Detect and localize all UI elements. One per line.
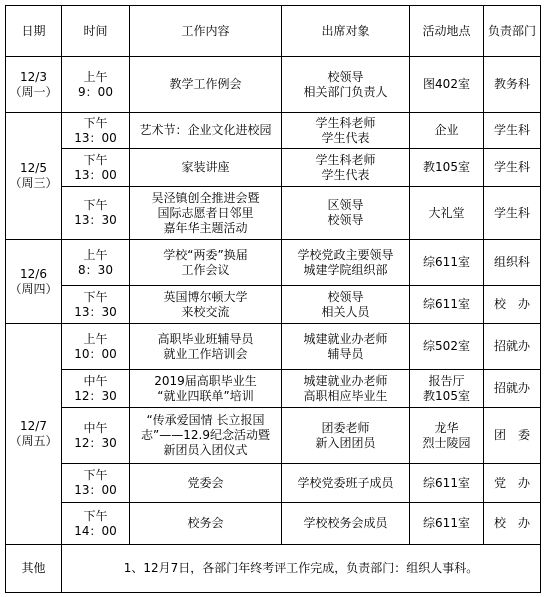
table-row: [6, 324, 541, 370]
attendees-cell: 学生科老师 学生代表: [282, 149, 410, 187]
attendees-cell: 学校校务会成员: [282, 503, 410, 545]
other-label: 其他: [6, 545, 62, 593]
time-cell: 上午 10：00: [62, 324, 130, 370]
dept-cell: 教务科: [484, 57, 541, 113]
content-cell: 2019届高职毕业生 “就业四联单”培训: [130, 370, 282, 408]
content-cell: 家装讲座: [130, 149, 282, 187]
other-row: [6, 545, 541, 593]
time-cell: 下午 13：00: [62, 464, 130, 503]
header-date: 日期: [6, 6, 62, 57]
dept-cell: 学生科: [484, 113, 541, 149]
table-row: [6, 370, 541, 408]
date-cell: 12/7 （周五）: [6, 324, 62, 545]
location-cell: 综611室: [410, 286, 484, 324]
table-row: [6, 503, 541, 545]
dept-cell: 校 办: [484, 286, 541, 324]
content-cell: 高职毕业班辅导员 就业工作培训会: [130, 324, 282, 370]
attendees-cell: 校领导 相关部门负责人: [282, 57, 410, 113]
header-content: 工作内容: [130, 6, 282, 57]
schedule-container: [5, 5, 541, 593]
time-cell: 上午 9：00: [62, 57, 130, 113]
table-row: [6, 113, 541, 149]
dept-cell: 组织科: [484, 240, 541, 286]
table-row: [6, 464, 541, 503]
content-cell: 英国博尔顿大学 来校交流: [130, 286, 282, 324]
header-dept: 负责部门: [484, 6, 541, 57]
location-cell: 综611室: [410, 240, 484, 286]
table-row: [6, 149, 541, 187]
header-time: 时间: [62, 6, 130, 57]
time-cell: 中午 12：30: [62, 370, 130, 408]
time-cell: 下午 14：00: [62, 503, 130, 545]
table-row: [6, 187, 541, 240]
location-cell: 大礼堂: [410, 187, 484, 240]
content-cell: 教学工作例会: [130, 57, 282, 113]
location-cell: 综502室: [410, 324, 484, 370]
dept-cell: 团 委: [484, 408, 541, 464]
attendees-cell: 学生科老师 学生代表: [282, 113, 410, 149]
attendees-cell: 城建就业办老师 高职相应毕业生: [282, 370, 410, 408]
attendees-cell: 区领导 校领导: [282, 187, 410, 240]
time-cell: 下午 13：30: [62, 187, 130, 240]
location-cell: 图402室: [410, 57, 484, 113]
time-cell: 中午 12：30: [62, 408, 130, 464]
time-cell: 上午 8：30: [62, 240, 130, 286]
dept-cell: 党 办: [484, 464, 541, 503]
date-cell: 12/5 （周三）: [6, 113, 62, 240]
other-note: 1、12月7日，各部门年终考评工作完成，负责部门：组织人事科。: [62, 545, 541, 593]
table-row: [6, 408, 541, 464]
header-attendees: 出席对象: [282, 6, 410, 57]
dept-cell: 招就办: [484, 324, 541, 370]
content-cell: 党委会: [130, 464, 282, 503]
table-row: [6, 57, 541, 113]
weekly-schedule-table: [5, 5, 541, 593]
date-cell: 12/6 （周四）: [6, 240, 62, 324]
location-cell: 教105室: [410, 149, 484, 187]
content-cell: “传承爱国情 长立报国 志”——12.9纪念活动暨 新团员入团仪式: [130, 408, 282, 464]
time-cell: 下午 13：00: [62, 149, 130, 187]
date-cell: 12/3 （周一）: [6, 57, 62, 113]
attendees-cell: 城建就业办老师 辅导员: [282, 324, 410, 370]
content-cell: 吴泾镇创全推进会暨 国际志愿者日邻里 嘉年华主题活动: [130, 187, 282, 240]
content-cell: 学校“两委”换届 工作会议: [130, 240, 282, 286]
table-row: [6, 240, 541, 286]
attendees-cell: 团委老师 新入团团员: [282, 408, 410, 464]
dept-cell: 学生科: [484, 187, 541, 240]
time-cell: 下午 13：30: [62, 286, 130, 324]
location-cell: 报告厅 教105室: [410, 370, 484, 408]
location-cell: 龙华 烈士陵园: [410, 408, 484, 464]
attendees-cell: 校领导 相关人员: [282, 286, 410, 324]
content-cell: 校务会: [130, 503, 282, 545]
attendees-cell: 学校党委班子成员: [282, 464, 410, 503]
location-cell: 综611室: [410, 464, 484, 503]
dept-cell: 招就办: [484, 370, 541, 408]
time-cell: 下午 13：00: [62, 113, 130, 149]
table-row: [6, 286, 541, 324]
dept-cell: 校 办: [484, 503, 541, 545]
location-cell: 企业: [410, 113, 484, 149]
header-location: 活动地点: [410, 6, 484, 57]
dept-cell: 学生科: [484, 149, 541, 187]
attendees-cell: 学校党政主要领导 城建学院组织部: [282, 240, 410, 286]
content-cell: 艺术节：企业文化进校园: [130, 113, 282, 149]
location-cell: 综611室: [410, 503, 484, 545]
header-row: [6, 6, 541, 57]
